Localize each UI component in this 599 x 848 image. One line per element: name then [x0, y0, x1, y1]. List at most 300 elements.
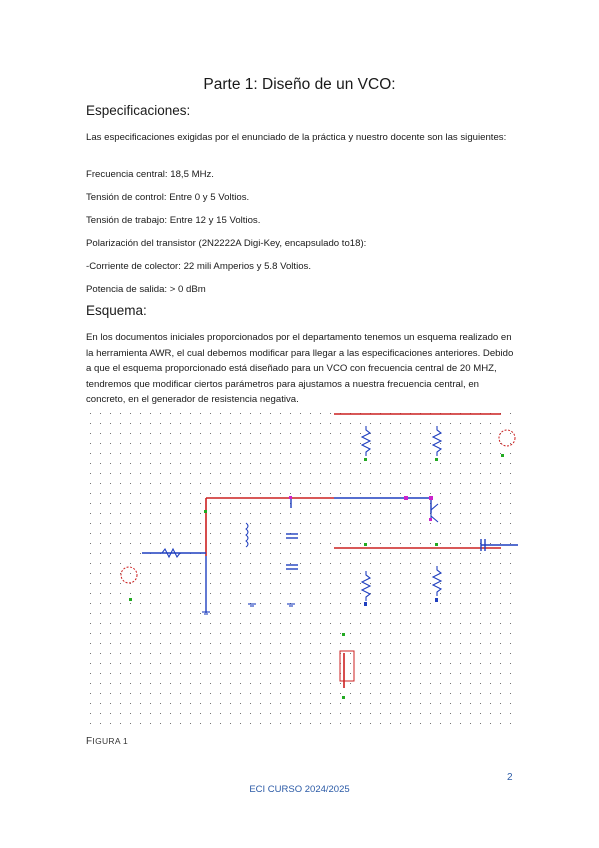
grid-dot	[160, 583, 161, 584]
grid-dot	[350, 523, 351, 524]
grid-dot	[460, 523, 461, 524]
grid-dot	[150, 583, 151, 584]
grid-dot	[110, 453, 111, 454]
inductor	[246, 523, 248, 547]
grid-dot	[250, 453, 251, 454]
grid-dot	[190, 673, 191, 674]
grid-dot	[350, 673, 351, 674]
grid-dot	[290, 663, 291, 664]
grid-dot	[270, 653, 271, 654]
grid-dot	[390, 673, 391, 674]
grid-dot	[280, 693, 281, 694]
grid-dot	[390, 553, 391, 554]
grid-dot	[90, 703, 91, 704]
grid-dot	[180, 703, 181, 704]
grid-dot	[430, 703, 431, 704]
grid-dot	[90, 723, 91, 724]
grid-dot	[280, 433, 281, 434]
grid-dot	[490, 673, 491, 674]
grid-dot	[190, 633, 191, 634]
grid-dot	[190, 663, 191, 664]
grid-dot	[470, 713, 471, 714]
grid-dot	[490, 463, 491, 464]
grid-dot	[240, 453, 241, 454]
grid-dot	[420, 443, 421, 444]
grid-dot	[320, 533, 321, 534]
grid-dot	[190, 483, 191, 484]
grid-dot	[500, 563, 501, 564]
grid-dot	[180, 513, 181, 514]
grid-dot	[220, 693, 221, 694]
grid-dot	[330, 563, 331, 564]
grid-dot	[220, 723, 221, 724]
grid-dot	[470, 653, 471, 654]
grid-dot	[380, 643, 381, 644]
grid-dot	[470, 673, 471, 674]
grid-dot	[90, 463, 91, 464]
grid-dot	[150, 723, 151, 724]
grid-dot	[390, 533, 391, 534]
grid-dot	[350, 563, 351, 564]
grid-dot	[250, 433, 251, 434]
grid-dot	[110, 603, 111, 604]
grid-dot	[130, 563, 131, 564]
grid-dot	[260, 543, 261, 544]
grid-dot	[510, 463, 511, 464]
grid-dot	[460, 553, 461, 554]
grid-dot	[380, 663, 381, 664]
grid-dot	[260, 663, 261, 664]
grid-dot	[110, 473, 111, 474]
grid-dot	[200, 573, 201, 574]
grid-dot	[390, 593, 391, 594]
grid-dot	[410, 513, 411, 514]
grid-dot	[450, 633, 451, 634]
grid-dot	[140, 523, 141, 524]
grid-dot	[470, 593, 471, 594]
grid-dot	[100, 713, 101, 714]
grid-dot	[210, 653, 211, 654]
grid-dot	[460, 473, 461, 474]
grid-dot	[170, 723, 171, 724]
grid-dot	[250, 513, 251, 514]
grid-dot	[460, 513, 461, 514]
grid-dot	[500, 533, 501, 534]
grid-dot	[510, 583, 511, 584]
grid-dot	[140, 673, 141, 674]
grid-dot	[210, 573, 211, 574]
grid-dot	[310, 683, 311, 684]
grid-dot	[320, 623, 321, 624]
grid-dot	[200, 413, 201, 414]
grid-dot	[270, 663, 271, 664]
grid-dot	[410, 653, 411, 654]
grid-dot	[180, 503, 181, 504]
grid-dot	[240, 653, 241, 654]
grid-dot	[360, 703, 361, 704]
grid-dot	[200, 523, 201, 524]
grid-dot	[150, 703, 151, 704]
grid-dot	[300, 663, 301, 664]
grid-dot	[130, 603, 131, 604]
grid-dot	[230, 523, 231, 524]
grid-dot	[240, 623, 241, 624]
grid-dot	[390, 513, 391, 514]
grid-dot	[170, 613, 171, 614]
grid-dot	[420, 683, 421, 684]
grid-dot	[380, 573, 381, 574]
grid-dot	[140, 553, 141, 554]
grid-dot	[230, 593, 231, 594]
grid-dot	[90, 643, 91, 644]
grid-dot	[510, 503, 511, 504]
grid-dot	[290, 723, 291, 724]
grid-dot	[160, 413, 161, 414]
grid-dot	[200, 643, 201, 644]
grid-dot	[220, 473, 221, 474]
grid-dot	[420, 433, 421, 434]
grid-dot	[170, 633, 171, 634]
grid-dot	[170, 583, 171, 584]
grid-dot	[490, 523, 491, 524]
grid-dot	[380, 543, 381, 544]
source-box	[340, 651, 354, 681]
grid-dot	[140, 423, 141, 424]
grid-dot	[420, 633, 421, 634]
grid-dot	[380, 703, 381, 704]
grid-dot	[460, 543, 461, 544]
grid-dot	[420, 423, 421, 424]
grid-dot	[470, 613, 471, 614]
grid-dot	[410, 583, 411, 584]
grid-dot	[500, 683, 501, 684]
grid-dot	[380, 493, 381, 494]
grid-dot	[260, 703, 261, 704]
grid-dot	[240, 573, 241, 574]
grid-dot	[260, 723, 261, 724]
grid-dot	[260, 483, 261, 484]
grid-dot	[400, 603, 401, 604]
grid-dot	[350, 543, 351, 544]
caption-initial: F	[86, 736, 93, 747]
grid-dot	[160, 623, 161, 624]
grid-dot	[410, 533, 411, 534]
grid-dot	[410, 563, 411, 564]
grid-dot	[240, 433, 241, 434]
grid-dot	[250, 643, 251, 644]
grid-dot	[180, 663, 181, 664]
grid-dot	[390, 543, 391, 544]
grid-dot	[440, 633, 441, 634]
grid-dot	[360, 473, 361, 474]
page-number: 2	[507, 772, 513, 783]
grid-dot	[270, 433, 271, 434]
grid-dot	[90, 433, 91, 434]
grid-dot	[320, 593, 321, 594]
grid-dot	[260, 523, 261, 524]
grid-dot	[190, 423, 191, 424]
grid-dot	[190, 593, 191, 594]
grid-dot	[350, 653, 351, 654]
grid-dot	[310, 643, 311, 644]
grid-dot	[260, 553, 261, 554]
grid-dot	[430, 553, 431, 554]
grid-dot	[210, 703, 211, 704]
grid-dot	[110, 493, 111, 494]
grid-dot	[240, 533, 241, 534]
grid-dot	[330, 433, 331, 434]
grid-dot	[190, 683, 191, 684]
grid-dot	[180, 423, 181, 424]
grid-dot	[410, 693, 411, 694]
grid-dot	[140, 703, 141, 704]
grid-dot	[90, 473, 91, 474]
grid-dot	[130, 423, 131, 424]
grid-dot	[370, 463, 371, 464]
grid-dot	[260, 443, 261, 444]
grid-dot	[220, 663, 221, 664]
grid-dot	[200, 583, 201, 584]
grid-dot	[370, 643, 371, 644]
grid-dot	[450, 553, 451, 554]
grid-dot	[160, 723, 161, 724]
grid-dot	[220, 623, 221, 624]
grid-dot	[320, 673, 321, 674]
grid-dot	[100, 613, 101, 614]
grid-dot	[460, 603, 461, 604]
grid-dot	[270, 673, 271, 674]
grid-dot	[170, 623, 171, 624]
grid-dot	[480, 433, 481, 434]
grid-dot	[340, 533, 341, 534]
grid-dot	[380, 593, 381, 594]
grid-dot	[300, 443, 301, 444]
grid-dot	[290, 483, 291, 484]
grid-dot	[340, 553, 341, 554]
grid-dot	[300, 543, 301, 544]
grid-dot	[330, 423, 331, 424]
grid-dot	[280, 583, 281, 584]
grid-dot	[210, 713, 211, 714]
grid-dot	[150, 683, 151, 684]
grid-dot	[390, 443, 391, 444]
grid-dot	[510, 723, 511, 724]
spec-item: Tensión de control: Entre 0 y 5 Voltios.	[86, 192, 250, 203]
grid-dot	[100, 413, 101, 414]
grid-dot	[450, 473, 451, 474]
grid-dot	[110, 703, 111, 704]
grid-dot	[460, 533, 461, 534]
grid-dot	[360, 723, 361, 724]
grid-dot	[340, 573, 341, 574]
grid-dot	[240, 613, 241, 614]
grid-dot	[150, 623, 151, 624]
grid-dot	[340, 693, 341, 694]
grid-dot	[440, 703, 441, 704]
grid-dot	[460, 593, 461, 594]
grid-dot	[260, 603, 261, 604]
grid-dot	[90, 663, 91, 664]
grid-dot	[420, 593, 421, 594]
grid-dot	[510, 473, 511, 474]
grid-dot	[320, 653, 321, 654]
grid-dot	[100, 473, 101, 474]
grid-dot	[310, 693, 311, 694]
grid-dot	[230, 563, 231, 564]
grid-dot	[490, 543, 491, 544]
grid-dot	[380, 693, 381, 694]
grid-dot	[340, 473, 341, 474]
grid-dot	[230, 463, 231, 464]
grid-dot	[170, 713, 171, 714]
grid-dot	[300, 703, 301, 704]
grid-dot	[300, 463, 301, 464]
grid-dot	[350, 493, 351, 494]
grid-dot	[290, 553, 291, 554]
grid-dot	[460, 703, 461, 704]
grid-dot	[470, 443, 471, 444]
grid-dot	[320, 613, 321, 614]
grid-dot	[470, 693, 471, 694]
grid-dot	[430, 683, 431, 684]
grid-dot	[460, 483, 461, 484]
grid-dot	[270, 483, 271, 484]
grid-dot	[450, 713, 451, 714]
grid-dot	[270, 503, 271, 504]
grid-dot	[200, 473, 201, 474]
grid-dot	[240, 643, 241, 644]
grid-dot	[270, 683, 271, 684]
grid-dot	[240, 583, 241, 584]
grid-dot	[330, 723, 331, 724]
grid-dot	[370, 723, 371, 724]
grid-dot	[250, 613, 251, 614]
grid-dot	[130, 703, 131, 704]
grid-dot	[270, 493, 271, 494]
grid-dot	[230, 453, 231, 454]
grid-dot	[300, 693, 301, 694]
grid-dot	[360, 693, 361, 694]
grid-dot	[490, 593, 491, 594]
grid-dot	[120, 643, 121, 644]
grid-dot	[190, 493, 191, 494]
grid-dot	[410, 593, 411, 594]
grid-dot	[480, 673, 481, 674]
grid-dot	[350, 643, 351, 644]
grid-dot	[100, 583, 101, 584]
grid-dot	[280, 703, 281, 704]
grid-dot	[420, 663, 421, 664]
transistor-symbol	[431, 504, 438, 522]
grid-dot	[350, 583, 351, 584]
grid-dot	[90, 693, 91, 694]
grid-dot	[270, 513, 271, 514]
grid-dot	[480, 533, 481, 534]
grid-dot	[100, 463, 101, 464]
grid-dot	[330, 543, 331, 544]
grid-dot	[240, 683, 241, 684]
grid-dot	[290, 443, 291, 444]
grid-dot	[420, 563, 421, 564]
grid-dot	[170, 523, 171, 524]
grid-dot	[130, 543, 131, 544]
grid-dot	[480, 593, 481, 594]
grid-dot	[170, 643, 171, 644]
grid-dot	[130, 503, 131, 504]
grid-dot	[150, 533, 151, 534]
grid-dot	[290, 613, 291, 614]
grid-dot	[310, 553, 311, 554]
grid-dot	[370, 523, 371, 524]
grid-dot	[200, 543, 201, 544]
grid-dot	[210, 613, 211, 614]
grid-dot	[270, 693, 271, 694]
grid-dot	[340, 433, 341, 434]
grid-dot	[230, 443, 231, 444]
grid-dot	[160, 443, 161, 444]
grid-dot	[130, 413, 131, 414]
grid-dot	[170, 593, 171, 594]
grid-dot	[190, 473, 191, 474]
grid-dot	[430, 623, 431, 624]
ground-symbols	[202, 604, 295, 614]
grid-dot	[300, 623, 301, 624]
grid-dot	[440, 443, 441, 444]
grid-dot	[90, 453, 91, 454]
grid-dot	[380, 553, 381, 554]
grid-dot	[500, 523, 501, 524]
figure-caption	[86, 736, 128, 747]
grid-dot	[330, 683, 331, 684]
grid-dot	[140, 723, 141, 724]
grid-dot	[390, 453, 391, 454]
grid-dot	[320, 483, 321, 484]
grid-dot	[160, 423, 161, 424]
grid-dot	[180, 453, 181, 454]
grid-dot	[140, 613, 141, 614]
grid-dot	[260, 653, 261, 654]
grid-dot	[140, 473, 141, 474]
grid-dot	[340, 643, 341, 644]
grid-dot	[470, 703, 471, 704]
grid-dot	[190, 523, 191, 524]
grid-dot	[510, 713, 511, 714]
grid-dot	[390, 693, 391, 694]
grid-dot	[370, 623, 371, 624]
grid-dot	[290, 473, 291, 474]
grid-dot	[470, 513, 471, 514]
grid-dot	[450, 703, 451, 704]
grid-dot	[180, 563, 181, 564]
grid-dot	[500, 633, 501, 634]
grid-dot	[480, 483, 481, 484]
grid-dot	[360, 453, 361, 454]
grid-dot	[180, 683, 181, 684]
grid-dot	[380, 423, 381, 424]
grid-dot	[120, 563, 121, 564]
grid-dot	[90, 603, 91, 604]
grid-dot	[460, 683, 461, 684]
grid-dot	[310, 633, 311, 634]
grid-dot	[450, 533, 451, 534]
grid-dot	[230, 673, 231, 674]
grid-dot	[510, 633, 511, 634]
grid-dot	[230, 473, 231, 474]
grid-dot	[310, 723, 311, 724]
grid-dot	[250, 523, 251, 524]
grid-dot	[140, 533, 141, 534]
grid-dot	[120, 613, 121, 614]
